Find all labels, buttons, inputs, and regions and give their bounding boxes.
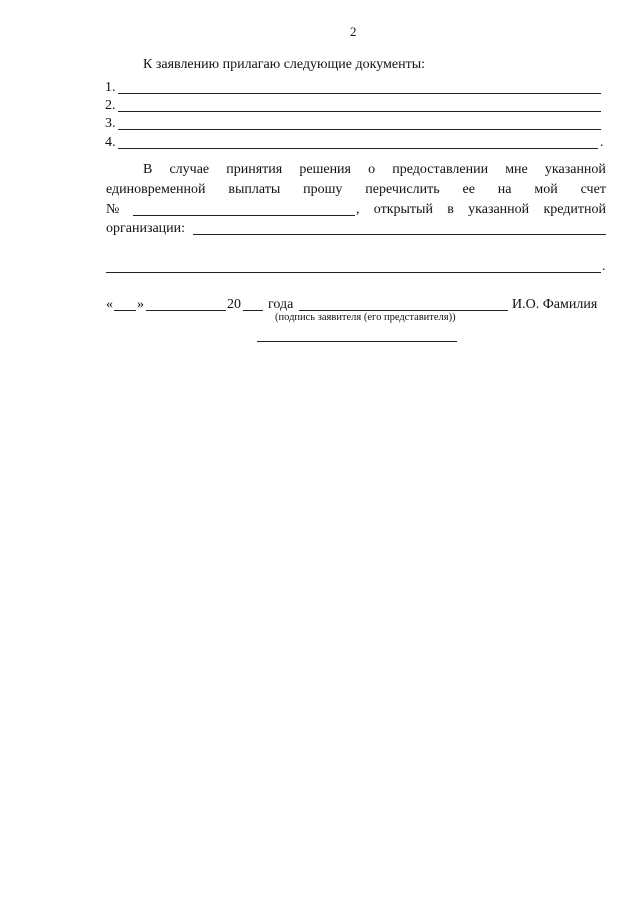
account-opened-text: , открытый в указанной кредитной (356, 202, 606, 217)
signature-caption: (подпись заявителя (его представителя)) (275, 312, 456, 323)
payment-text-line-2 (106, 182, 606, 198)
payment-word: указанной (544, 162, 606, 177)
payment-word: случае (169, 162, 210, 177)
payment-word: ее (462, 182, 475, 197)
attachment-line-2 (118, 111, 601, 112)
attachment-number-2: 2. (105, 98, 116, 113)
attachment-number-1: 1. (105, 80, 116, 95)
payment-word: мне (505, 162, 528, 177)
organization-line-2 (106, 272, 601, 273)
payment-word: предоставлении (392, 162, 489, 177)
signer-name: И.О. Фамилия (512, 297, 598, 312)
payment-word: решения (299, 162, 351, 177)
account-number-line (133, 215, 355, 216)
date-day-line (114, 310, 136, 311)
payment-word: на (497, 182, 512, 197)
attachment-line-1 (118, 93, 601, 94)
payment-word: мой (534, 182, 558, 197)
date-quote-open: « (106, 297, 113, 312)
date-month-line (146, 310, 226, 311)
date-year-prefix: 20 (227, 297, 241, 312)
payment-text-line-1 (143, 162, 606, 178)
payment-word: принятия (226, 162, 283, 177)
attachment-line-3 (118, 129, 601, 130)
payment-word: В (143, 162, 153, 177)
organization-line-end: . (602, 259, 606, 274)
payment-word: прошу (303, 182, 343, 197)
signature-line (299, 310, 508, 311)
attachment-line-4 (118, 148, 598, 149)
page-number: 2 (350, 24, 357, 39)
organization-line-1 (193, 234, 606, 235)
attachments-title: К заявлению прилагаю следующие документы: (143, 57, 426, 72)
payment-word: единовременной (106, 182, 206, 197)
organization-label: организации: (106, 221, 186, 236)
attachment-line-4-end: . (600, 135, 604, 150)
account-number-sign: № (106, 202, 120, 217)
payment-word: счет (580, 182, 606, 197)
date-quote-close: » (137, 297, 144, 312)
payment-word: выплаты (228, 182, 281, 197)
date-year-line (243, 310, 263, 311)
date-year-suffix: года (268, 297, 294, 312)
payment-word: перечислить (365, 182, 440, 197)
separator-line (257, 341, 457, 342)
attachment-number-3: 3. (105, 116, 116, 131)
payment-word: о (368, 162, 376, 177)
attachment-number-4: 4. (105, 135, 116, 150)
